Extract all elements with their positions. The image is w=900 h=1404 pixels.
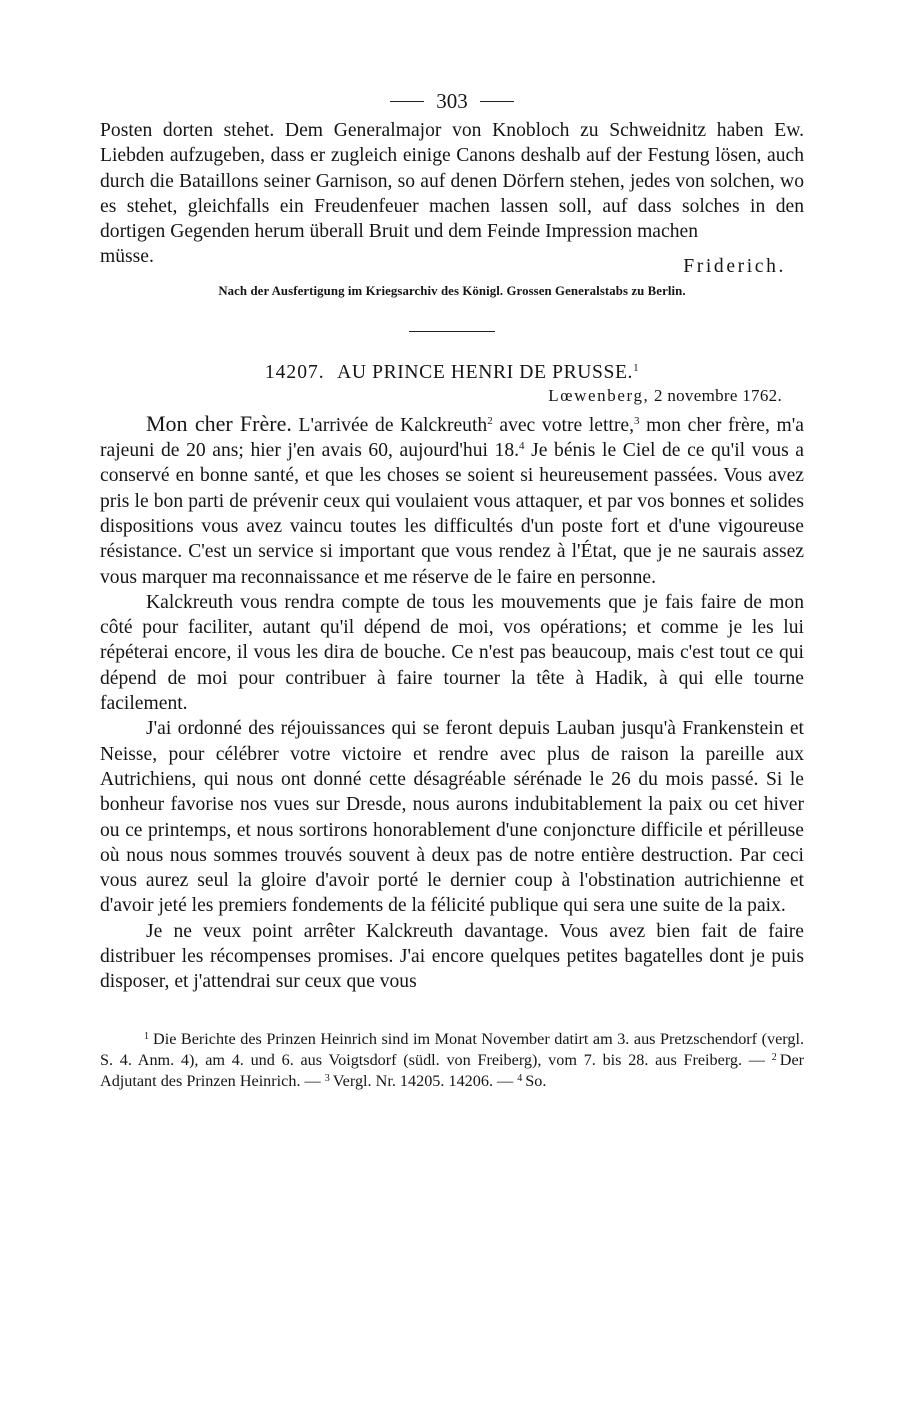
dateline-date: 2 novembre 1762. <box>653 385 782 405</box>
paragraph-2: Kalckreuth vous rendra compte de tous les mouvements que je fais faire de mon côté pour faciliter, autant qu'il dépend de moi, vos opérations; et comme je les lui répéterai encore, il vous les dira de bouche. Ce n'est pas beaucoup, mais c'est tout ce qui dépend de moi pour contribuer à faire tourner la tête à Hadik, à qui elle tourne facilement. <box>100 591 804 715</box>
paragraph-1-part-3: mon cher frère, m'a rajeuni de 20 ans; hier j'en avais 60, aujourd'hui 18. <box>100 414 804 462</box>
previous-letter-ending <box>100 118 804 299</box>
title-footnote-ref: 1 <box>633 361 640 374</box>
signature-row <box>100 244 804 277</box>
dateline-place: Lœwenberg, <box>548 385 650 405</box>
footnote-3-number: 3 <box>324 1072 330 1084</box>
previous-letter-text: Posten dorten stehet. Dem Generalmajor von Knobloch zu Schweidnitz haben Ew. Liebden aufzugeben, dass er zugleich einige Canons deshalb auf der Festung lösen, auch durch die Bataillons seiner Garnison, so auf denen Dörfern stehen, jedes von solchen, wo es stehet, gleichfalls ein Freudenfeuer machen lassen soll, auf dass solches in den dortigen Gegenden herum überall Bruit und dem Feinde Impression machen <box>100 120 804 243</box>
footnote-1-text: Die Berichte des Prinzen Heinrich sind im Monat November datirt am 3. aus Pretzschendorf (vergl. S. 4. Anm. 4), am 4. und 6. aus Voigtsdorf (südl. von Freiberg), vom 7. bis 28. aus Freiberg. — <box>100 1029 804 1069</box>
paragraph-4: Je ne veux point arrêter Kalckreuth davantage. Vous avez bien fait de faire distribuer les récompenses promises. J'ai encore quelques petites bagatelles dont je puis disposer, et j'attendrai sur ceux que vous <box>100 920 804 993</box>
letter-14207 <box>100 362 804 995</box>
paragraph-1 <box>100 411 804 590</box>
previous-letter-last-line: müsse. <box>100 246 154 268</box>
letter-number: 14207. <box>264 361 325 383</box>
header-dash-left <box>390 101 424 102</box>
source-note: Nach der Ausfertigung im Kriegsarchiv des Königl. Grossen Generalstabs zu Berlin. <box>218 283 686 298</box>
signature: Friderich. <box>683 255 786 277</box>
page-header <box>100 84 804 118</box>
footnote-2-number: 2 <box>771 1051 777 1063</box>
footnote-ref-4: 4 <box>519 440 525 453</box>
footnote-3-text: Vergl. Nr. 14205. 14206. — <box>332 1071 514 1090</box>
footnote-ref-3: 3 <box>633 414 640 427</box>
paragraph-1-part-2: avec votre lettre, <box>492 414 634 436</box>
footnotes <box>100 1029 804 1092</box>
salutation: Mon cher Frère. <box>146 410 292 436</box>
paragraph-3: J'ai ordonné des réjouissances qui se feront depuis Lauban jusqu'à Frankenstein et Neisse, pour célébrer votre victoire et rendre avec plus de raison la pareille aux Autrichiens, qui nous ont donné cette désagréable sérénade le 26 du mois passé. Si le bonheur favorise nos vues sur Dresde, nous aurons indubitablement la paix ou cet hiver ou ce printemps, et nous sortirons honorablement d'une conjoncture difficile et périlleuse où nous nous sommes trouvés souvent à deux pas de notre entière destruction. Par ceci vous aurez seul la gloire d'avoir porté le dernier coup à l'obstination autrichienne et d'avoir jeté les premiers fondements de la félicité publique qui sera une suite de la paix. <box>100 718 804 917</box>
footnote-ref-2: 2 <box>487 414 493 427</box>
footnote-4-text: So. <box>525 1071 547 1090</box>
book-page <box>100 84 804 1092</box>
page-number: 303 <box>436 88 468 113</box>
section-separator <box>409 331 495 332</box>
footnote-2-text: Der Adjutant des Prinzen Heinrich. — <box>100 1050 805 1090</box>
letter-heading <box>100 362 804 384</box>
header-dash-right <box>480 101 514 102</box>
paragraph-1-part-4: Je bénis le Ciel de ce qu'il vous a conservé en bonne santé, et que les choses se soient si heureusement passées. Vous avez pris le bon parti de prévenir ceux qui voulaient vous attaquer, et par vos bonnes et solides dispositions vous avez vaincu toutes les difficultés d'un poste fort et d'une vigoureuse résistance. C'est un service si important que vous rendez à l'État, que je ne saurais assez vous marquer ma reconnaissance et me réserve de le faire en personne. <box>100 440 804 588</box>
letter-body <box>100 411 804 995</box>
letter-title: AU PRINCE HENRI DE PRUSSE. <box>337 361 634 383</box>
footnote-1-number: 1 <box>144 1030 149 1042</box>
footnote-4-number: 4 <box>517 1072 523 1084</box>
footnote-block <box>100 1029 804 1092</box>
paragraph-1-part-1: L'arrivée de Kalckreuth <box>291 414 488 436</box>
dateline <box>100 386 782 406</box>
